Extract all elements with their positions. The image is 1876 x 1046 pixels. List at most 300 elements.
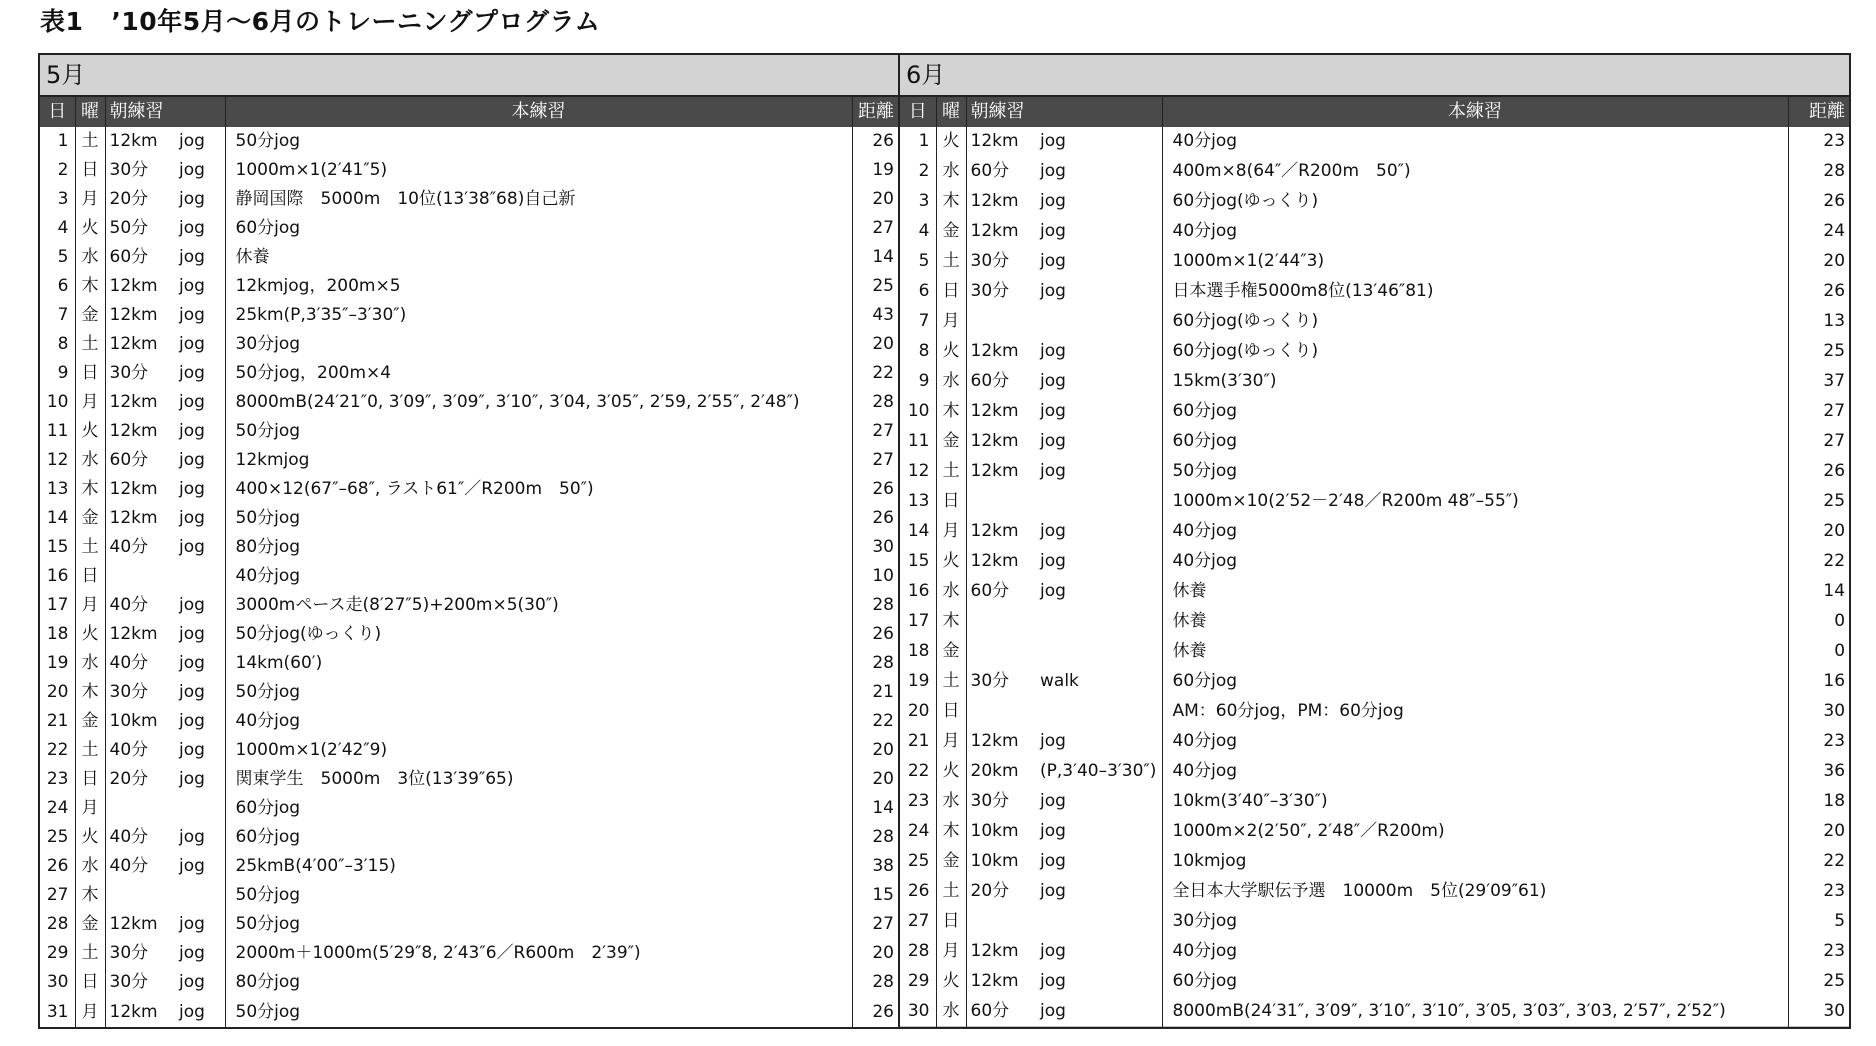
day-cell: 29 [900,966,936,996]
table-row [39,939,899,968]
morning-type-cell: jog [175,185,225,214]
distance-cell: 28 [872,972,894,992]
distance-cell: 27 [872,450,894,470]
table-row [39,910,899,939]
table-row [900,966,1850,996]
distance-cell: 20 [1823,251,1846,272]
main-workout-cell: 60分jog [1162,397,1788,427]
morning-type-cell: jog [1036,876,1162,906]
column-header-distance: 距離 [1788,96,1850,127]
main-workout-cell: 2000m＋1000m(5′29″8, 2′43″6／R600m 2′39″) [225,939,852,968]
morning-amount-cell: 12km [970,521,1019,542]
table-row [900,846,1850,876]
table-row [39,823,899,852]
table-row [900,636,1850,666]
month-header [900,54,1850,96]
morning-amount-cell: 40分 [109,595,149,615]
main-workout-cell: 25km(P,3′35″–3′30″) [225,301,852,330]
empty-cell [1788,1026,1850,1028]
distance-cell: 20 [872,334,894,354]
main-workout-cell: 10kmjog [1162,846,1788,876]
morning-amount-cell: 40分 [109,740,149,760]
table-row [900,457,1850,487]
main-workout-cell: 休養 [1162,577,1788,607]
morning-amount-cell: 12km [109,479,158,499]
table-row [39,794,899,823]
day-cell: 28 [39,910,75,939]
weekday-cell: 金 [936,217,966,247]
day-cell: 18 [900,636,936,666]
morning-amount-cell: 50分 [109,218,149,238]
morning-type-cell: jog [175,533,225,562]
morning-amount-cell: 40分 [109,653,149,673]
table-row [39,475,899,504]
distance-cell: 25 [872,276,894,296]
day-cell: 31 [39,997,75,1028]
distance-cell: 20 [872,943,894,963]
morning-type-cell: jog [1036,816,1162,846]
main-workout-cell: 60分jog [1162,666,1788,696]
distance-cell: 26 [1823,461,1846,482]
column-header-weekday: 曜 [936,96,966,127]
day-cell: 14 [39,504,75,533]
morning-type-cell: jog [175,388,225,417]
day-cell: 11 [39,417,75,446]
weekday-cell: 月 [75,388,105,417]
distance-cell: 28 [1823,161,1846,182]
weekday-cell: 月 [75,185,105,214]
day-cell: 21 [39,707,75,736]
main-workout-cell: AM：60分jog，PM：60分jog [1162,696,1788,726]
weekday-cell: 水 [936,577,966,607]
main-workout-cell: 50分jog(ゆっくり) [225,620,852,649]
empty-cell [1036,1026,1162,1028]
morning-type-cell: jog [1036,517,1162,547]
table-row [900,127,1850,157]
table-row [900,367,1850,397]
distance-cell: 25 [1823,341,1846,362]
morning-type-cell [1036,487,1162,517]
morning-type-cell: (P,3′40–3′30″) [1036,756,1162,786]
distance-cell: 37 [1823,371,1846,392]
main-workout-cell: 1000m×1(2′42″9) [225,736,852,765]
weekday-cell: 木 [936,187,966,217]
morning-type-cell: jog [1036,966,1162,996]
table-row [900,696,1850,726]
distance-cell: 23 [1823,131,1846,152]
day-cell: 30 [39,968,75,997]
weekday-cell: 火 [75,214,105,243]
weekday-cell: 火 [936,127,966,157]
weekday-cell: 日 [75,359,105,388]
weekday-cell: 水 [75,446,105,475]
weekday-cell: 水 [936,367,966,397]
morning-type-cell: jog [175,765,225,794]
main-workout-cell: 50分jog [225,417,852,446]
morning-type-cell: jog [175,243,225,272]
morning-amount-cell: 12km [970,551,1019,572]
day-cell: 2 [900,157,936,187]
morning-amount-cell: 12km [970,431,1019,452]
june-table [900,53,1851,1029]
distance-cell: 26 [872,624,894,644]
weekday-cell: 火 [936,966,966,996]
main-workout-cell: 40分jog [1162,936,1788,966]
morning-amount-cell: 12km [970,131,1019,152]
day-cell: 8 [39,330,75,359]
table-row [39,417,899,446]
distance-cell: 28 [872,595,894,615]
table-row [39,446,899,475]
table-row [39,504,899,533]
day-cell: 22 [39,736,75,765]
day-cell: 19 [39,649,75,678]
morning-type-cell [175,794,225,823]
distance-cell: 13 [1823,311,1846,332]
table-row [39,359,899,388]
distance-cell: 26 [1823,281,1846,302]
weekday-cell: 水 [75,649,105,678]
day-cell: 18 [39,620,75,649]
distance-cell: 28 [872,827,894,847]
morning-type-cell: jog [175,214,225,243]
distance-cell: 30 [1823,700,1846,721]
weekday-cell: 土 [936,247,966,277]
morning-amount-cell: 30分 [109,160,149,180]
weekday-cell: 月 [75,591,105,620]
table-row [39,330,899,359]
morning-amount-cell: 60分 [970,161,1010,182]
morning-amount-cell [966,487,1036,517]
morning-type-cell [175,562,225,591]
table-row [39,765,899,794]
morning-type-cell: jog [175,852,225,881]
weekday-cell: 金 [75,910,105,939]
empty-cell [900,1026,936,1028]
distance-cell: 20 [1823,820,1846,841]
morning-type-cell: jog [1036,127,1162,157]
day-cell: 23 [39,765,75,794]
main-workout-cell: 日本選手権5000m8位(13′46″81) [1162,277,1788,307]
weekday-cell: 金 [936,636,966,666]
distance-cell: 23 [1823,880,1846,901]
morning-type-cell [1036,906,1162,936]
distance-cell: 23 [1823,940,1846,961]
main-workout-cell: 3000mペース走(8′27″5)+200m×5(30″) [225,591,852,620]
main-workout-cell: 休養 [1162,636,1788,666]
weekday-cell: 日 [75,968,105,997]
day-cell: 10 [39,388,75,417]
weekday-cell: 日 [936,487,966,517]
distance-cell: 20 [872,740,894,760]
morning-type-cell: jog [175,736,225,765]
table-row [39,620,899,649]
main-workout-cell: 40分jog [225,562,852,591]
weekday-cell: 土 [936,666,966,696]
distance-cell: 23 [1823,730,1846,751]
main-workout-cell: 8000mB(24′21″0, 3′09″, 3′09″, 3′10″, 3′04, 3′05″, 2′59, 2′55″, 2′48″) [225,388,852,417]
distance-cell: 22 [872,363,894,383]
weekday-cell: 火 [75,823,105,852]
main-workout-cell: 休養 [1162,607,1788,637]
morning-type-cell: jog [1036,547,1162,577]
weekday-cell: 金 [936,846,966,876]
main-workout-cell: 60分jog [225,823,852,852]
weekday-cell: 木 [75,475,105,504]
main-workout-cell: 50分jog，200m×4 [225,359,852,388]
weekday-cell: 土 [936,876,966,906]
day-cell: 26 [39,852,75,881]
morning-type-cell: jog [1036,337,1162,367]
day-cell: 21 [900,726,936,756]
morning-amount-cell [966,307,1036,337]
morning-type-cell: jog [175,301,225,330]
day-cell: 3 [900,187,936,217]
morning-type-cell: jog [1036,277,1162,307]
distance-cell: 21 [872,682,894,702]
weekday-cell: 金 [75,301,105,330]
morning-amount-cell [966,906,1036,936]
table-row [900,666,1850,696]
day-cell: 9 [39,359,75,388]
main-workout-cell: 60分jog(ゆっくり) [1162,187,1788,217]
main-workout-cell: 関東学生 5000m 3位(13′39″65) [225,765,852,794]
morning-amount-cell: 30分 [109,972,149,992]
morning-type-cell: jog [1036,157,1162,187]
morning-amount-cell: 60分 [970,581,1010,602]
morning-type-cell: jog [175,968,225,997]
weekday-cell: 日 [75,765,105,794]
day-cell: 8 [900,337,936,367]
table-row [900,936,1850,966]
morning-type-cell: jog [1036,786,1162,816]
table-row [39,185,899,214]
main-workout-cell: 60分jog [225,214,852,243]
day-cell: 13 [39,475,75,504]
main-workout-cell: 40分jog [225,707,852,736]
morning-amount-cell: 20分 [970,880,1010,901]
day-cell: 24 [39,794,75,823]
table-number: 表1 [40,7,84,36]
weekday-cell: 木 [936,397,966,427]
table-row [39,562,899,591]
column-header-distance: 距離 [852,96,899,127]
morning-amount-cell: 30分 [109,943,149,963]
distance-cell: 28 [872,392,894,412]
morning-amount-cell: 30分 [970,281,1010,302]
morning-amount-cell: 60分 [109,247,149,267]
morning-type-cell: walk [1036,666,1162,696]
table-row [39,127,899,156]
distance-cell: 18 [1823,790,1846,811]
table-row [900,577,1850,607]
morning-amount-cell: 12km [970,191,1019,212]
table-row [39,301,899,330]
weekday-cell: 火 [936,337,966,367]
distance-cell: 38 [872,856,894,876]
table-row [39,533,899,562]
morning-type-cell: jog [175,127,225,156]
table-row [900,876,1850,906]
distance-cell: 28 [872,653,894,673]
distance-cell: 26 [872,1001,894,1022]
day-cell: 9 [900,367,936,397]
column-header-morning: 朝練習 [105,96,225,127]
day-cell: 13 [900,487,936,517]
morning-amount-cell [966,607,1036,637]
distance-cell: 20 [872,769,894,789]
table-row [900,217,1850,247]
main-workout-cell: 1000m×10(2′52－2′48／R200m 48″–55″) [1162,487,1788,517]
table-row [900,337,1850,367]
morning-amount-cell [105,794,175,823]
distance-cell: 26 [872,131,894,151]
weekday-cell: 水 [75,852,105,881]
distance-cell: 27 [872,218,894,238]
weekday-cell: 土 [75,330,105,359]
morning-amount-cell: 30分 [970,670,1010,691]
main-workout-cell: 50分jog [225,678,852,707]
main-workout-cell: 15km(3′30″) [1162,367,1788,397]
day-cell: 14 [900,517,936,547]
distance-cell: 20 [1823,521,1846,542]
main-workout-cell: 60分jog [1162,427,1788,457]
distance-cell: 0 [1834,610,1846,631]
weekday-cell: 土 [75,939,105,968]
distance-cell: 14 [872,247,894,267]
morning-type-cell: jog [175,156,225,185]
morning-type-cell: jog [1036,846,1162,876]
day-cell: 2 [39,156,75,185]
morning-amount-cell: 10km [970,850,1019,871]
morning-type-cell: jog [1036,936,1162,966]
day-cell: 1 [900,127,936,157]
main-workout-cell: 12kmjog [225,446,852,475]
distance-cell: 22 [1823,850,1846,871]
weekday-cell: 土 [936,457,966,487]
main-workout-cell: 8000mB(24′31″, 3′09″, 3′10″, 3′10″, 3′05, 3′03″, 3′03, 2′57″, 2′52″) [1162,996,1788,1026]
training-tables [38,53,1848,1029]
day-cell: 15 [39,533,75,562]
column-header-row [900,96,1850,127]
day-cell: 16 [39,562,75,591]
day-cell: 16 [900,577,936,607]
morning-type-cell: jog [175,823,225,852]
morning-amount-cell: 12km [970,730,1019,751]
distance-cell: 30 [1823,1000,1846,1021]
weekday-cell: 木 [75,678,105,707]
day-cell: 6 [39,272,75,301]
table-row [900,487,1850,517]
day-cell: 27 [39,881,75,910]
table-row [39,852,899,881]
day-cell: 29 [39,939,75,968]
weekday-cell: 木 [936,607,966,637]
morning-amount-cell: 20分 [109,769,149,789]
day-cell: 23 [900,786,936,816]
table-row [900,157,1850,187]
main-workout-cell: 1000m×2(2′50″, 2′48″／R200m) [1162,816,1788,846]
morning-amount-cell: 10km [109,711,158,731]
empty-cell [966,1026,1036,1028]
column-header-weekday: 曜 [75,96,105,127]
table-row [39,649,899,678]
day-cell: 5 [39,243,75,272]
morning-amount-cell [966,696,1036,726]
morning-amount-cell: 30分 [970,790,1010,811]
table-row [39,678,899,707]
table-row [39,243,899,272]
day-cell: 6 [900,277,936,307]
morning-amount-cell: 12km [109,1001,158,1022]
day-cell: 10 [900,397,936,427]
morning-type-cell: jog [175,707,225,736]
main-workout-cell: 10km(3′40″–3′30″) [1162,786,1788,816]
distance-cell: 26 [1823,191,1846,212]
morning-type-cell [1036,607,1162,637]
morning-amount-cell: 30分 [970,251,1010,272]
day-cell: 20 [900,696,936,726]
morning-amount-cell: 12km [109,131,158,151]
table-row [39,156,899,185]
distance-cell: 30 [872,537,894,557]
weekday-cell: 月 [75,794,105,823]
distance-cell: 19 [872,160,894,180]
main-workout-cell: 50分jog [1162,457,1788,487]
weekday-cell: 金 [936,427,966,457]
column-header-morning: 朝練習 [966,96,1162,127]
distance-cell: 27 [1823,431,1846,452]
empty-cell [936,1026,966,1028]
table-row [39,591,899,620]
column-header-row [39,96,899,127]
morning-amount-cell: 20分 [109,189,149,209]
table-title [40,2,600,38]
morning-type-cell: jog [1036,367,1162,397]
day-cell: 19 [900,666,936,696]
morning-type-cell: jog [175,504,225,533]
day-cell: 4 [900,217,936,247]
main-workout-cell: 全日本大学駅伝予選 10000m 5位(29′09″61) [1162,876,1788,906]
empty-cell [1162,1026,1788,1028]
morning-type-cell [175,881,225,910]
morning-amount-cell: 20km [970,760,1019,781]
morning-type-cell: jog [175,910,225,939]
table-row [39,272,899,301]
morning-amount-cell: 60分 [970,371,1010,392]
weekday-cell: 水 [936,786,966,816]
morning-amount-cell: 30分 [109,363,149,383]
morning-type-cell: jog [175,997,225,1028]
main-workout-cell: 1000m×1(2′44″3) [1162,247,1788,277]
table-row [900,996,1850,1026]
table-row [900,307,1850,337]
morning-type-cell: jog [175,417,225,446]
column-header-day: 日 [39,96,75,127]
main-workout-cell: 60分jog(ゆっくり) [1162,307,1788,337]
day-cell: 15 [900,547,936,577]
morning-amount-cell [105,881,175,910]
column-header-main: 本練習 [225,96,852,127]
morning-type-cell: jog [175,446,225,475]
column-header-day: 日 [900,96,936,127]
day-cell: 25 [39,823,75,852]
day-cell: 4 [39,214,75,243]
weekday-cell: 木 [75,272,105,301]
main-workout-cell: 50分jog [225,127,852,156]
morning-amount-cell: 12km [970,970,1019,991]
morning-amount-cell: 12km [970,401,1019,422]
